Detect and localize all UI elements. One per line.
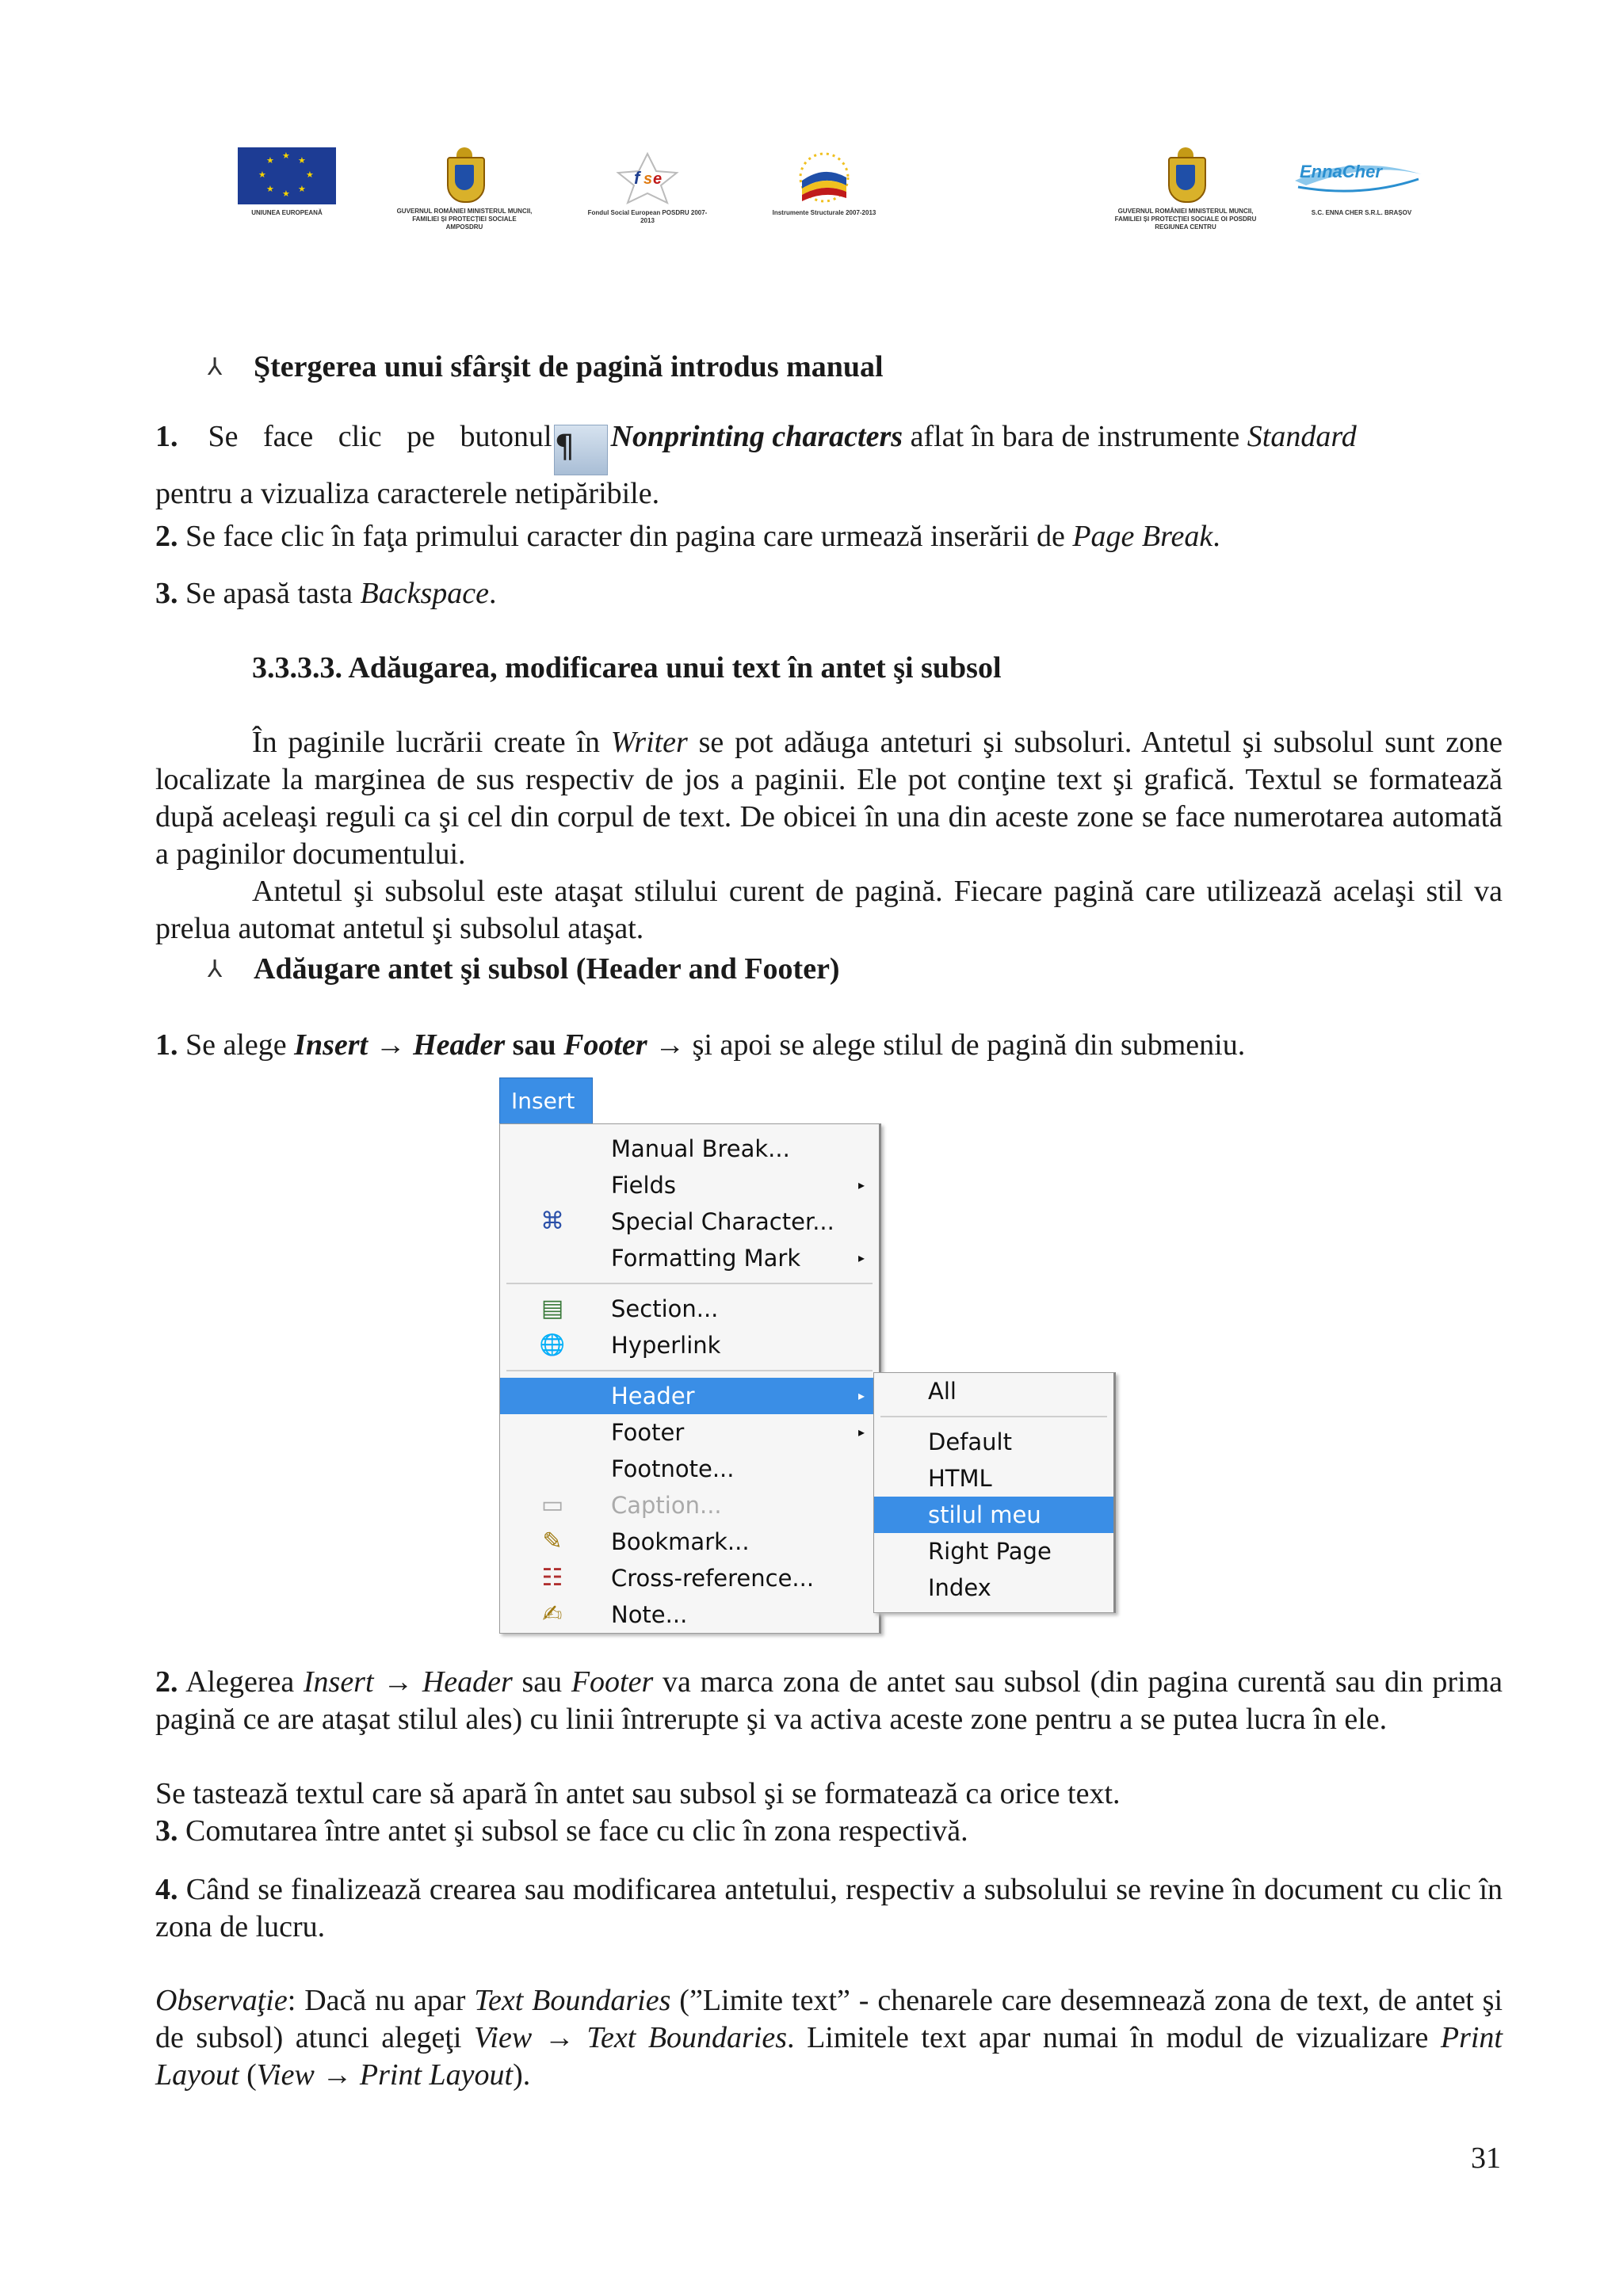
- paren-open: (: [246, 2058, 257, 2092]
- menu-item-hyperlink[interactable]: [500, 1327, 879, 1363]
- menu-item-label: Cross-reference...: [611, 1565, 815, 1592]
- insert-header-label: Insert → Header: [294, 1028, 506, 1062]
- eu-caption: UNIUNEA EUROPEANĂ: [251, 209, 323, 216]
- menu-separator: [506, 1370, 873, 1371]
- step3-text: Comutarea între antet şi subsol se face cu clic în zona respectivă.: [185, 1814, 968, 1848]
- section1-step3: [155, 575, 1503, 612]
- hyperlink-icon: 🌐: [539, 1333, 566, 1357]
- section1-title: Ştergerea unui sfârşit de pagină introdus manual: [254, 350, 884, 383]
- section3-step3: [155, 1813, 1503, 1850]
- menu-item-bookmark[interactable]: [500, 1524, 879, 1560]
- bookmark-icon: ✎: [542, 1527, 563, 1555]
- submenu-item-stilul-meu[interactable]: [874, 1497, 1113, 1533]
- svg-text:f: f: [634, 168, 640, 188]
- menu-item-note[interactable]: [500, 1596, 879, 1633]
- submenu-item-label: Index: [928, 1574, 991, 1601]
- step-number: 1.: [155, 420, 178, 453]
- section2-heading: 3.3.3.3. Adăugarea, modificarea unui text în antet şi subsol: [252, 651, 1002, 685]
- instr-caption: Instrumente Structurale 2007-2013: [772, 209, 876, 216]
- menu-item-manual-break[interactable]: [500, 1131, 879, 1167]
- enna-text: EnnaCher: [1300, 162, 1382, 181]
- observation-paragraph: [155, 1982, 1503, 2094]
- menu-item-label: Bookmark...: [611, 1528, 750, 1555]
- section3-step2: [155, 1664, 1503, 1738]
- menu-item-label: Fields: [611, 1172, 677, 1199]
- bullet-icon: ⅄: [208, 353, 223, 381]
- menu-item-label: Manual Break...: [611, 1135, 790, 1162]
- menu-item-label: Formatting Mark: [611, 1245, 801, 1272]
- menu-item-label: Section...: [611, 1295, 719, 1322]
- section1-step1: [155, 418, 1503, 513]
- submenu-item-default[interactable]: [874, 1424, 1113, 1460]
- obs-text-c: (”Limite text” - chenarele care desemnează zona de text, de antet şi de subsol) atunci alegeţi: [155, 1984, 1503, 2054]
- footer-label: Footer: [571, 1665, 654, 1699]
- period: .: [489, 577, 497, 610]
- section2-subtitle: Adăugare antet şi subsol (Header and Footer): [254, 952, 840, 986]
- menu-separator: [880, 1416, 1107, 1417]
- romania-crest-logo: [441, 147, 488, 204]
- cross-reference-icon: ☷: [541, 1564, 563, 1592]
- view-print-layout-label: View → Print Layout: [256, 2058, 514, 2092]
- submenu-item-right-page[interactable]: [874, 1533, 1113, 1569]
- step1-text-e: → şi apoi se alege stilul de pagină din submeniu.: [655, 1028, 1246, 1062]
- step2-text-e: va marca zona de antet sau subsol (din pagina curentă sau din prima pagină ce are ataşat stilul ales) cu linii întrerupte şi va activa aceste zone pentru a se putea lucra în ele.: [155, 1665, 1503, 1736]
- footer-label: Footer: [563, 1028, 647, 1062]
- backspace-label: Backspace: [360, 577, 489, 610]
- fse-logo: [612, 151, 683, 206]
- insert-menu-screenshot: [499, 1077, 1117, 1632]
- section3-line2: Se tastează textul care să apară în antet sau subsol şi se formatează ca orice text.: [155, 1777, 1121, 1810]
- menu-item-header[interactable]: [500, 1378, 879, 1414]
- step3-text-a: Se apasă tasta: [185, 577, 353, 610]
- menu-item-footer[interactable]: [500, 1414, 879, 1451]
- menu-item-fields[interactable]: [500, 1167, 879, 1203]
- gov2-caption: GUVERNUL ROMÂNIEI MINISTERUL MUNCII, FAMILIEI ȘI PROTECȚIEI SOCIALE OI POSDRU REGIUNEA CENTRU: [1114, 208, 1257, 231]
- step-number: 1.: [155, 1028, 178, 1062]
- menu-item-cross-reference[interactable]: [500, 1560, 879, 1596]
- step1-text-c: aflat în bara de instrumente: [910, 420, 1240, 453]
- observatie-label: Observaţie: [155, 1984, 288, 2017]
- menu-item-formatting-mark[interactable]: [500, 1240, 879, 1276]
- nonprinting-characters-label: Nonprinting characters: [610, 420, 903, 453]
- section-icon: ▤: [540, 1295, 564, 1322]
- submenu-item-label: Right Page: [928, 1538, 1052, 1565]
- submenu-arrow-icon: ▸: [857, 1425, 865, 1440]
- menu-item-caption[interactable]: [500, 1487, 879, 1524]
- menu-item-label: Hyperlink: [611, 1332, 721, 1359]
- gov1-caption: GUVERNUL ROMÂNIEI MINISTERUL MUNCII, FAMILIEI ȘI PROTECȚIEI SOCIALE AMPOSDRU: [396, 208, 533, 231]
- obs-text-e: . Limitele text apar numai în modul de vizualizare: [787, 2021, 1429, 2054]
- menu-item-section[interactable]: [500, 1291, 879, 1327]
- menu-item-label: Note...: [611, 1601, 688, 1628]
- submenu-item-index[interactable]: [874, 1569, 1113, 1606]
- text-boundaries-label: Text Boundaries: [474, 1984, 671, 2017]
- submenu-arrow-icon: ▸: [857, 1177, 865, 1192]
- section1-step2: [155, 518, 1503, 555]
- step-number: 2.: [155, 1665, 178, 1699]
- page-break-label: Page Break: [1072, 520, 1213, 553]
- writer-label: Writer: [610, 726, 688, 759]
- submenu-arrow-icon: ▸: [857, 1388, 865, 1403]
- submenu-item-label: Default: [928, 1428, 1012, 1455]
- sau-label: sau: [521, 1665, 563, 1699]
- submenu-item-html[interactable]: [874, 1460, 1113, 1497]
- step1-text-a: Se alege: [185, 1028, 287, 1062]
- page-number: 31: [1471, 2142, 1501, 2175]
- insert-header-label: Insert → Header: [303, 1665, 513, 1699]
- section2-para1: [155, 724, 1503, 873]
- header-submenu-panel: [873, 1372, 1116, 1613]
- insert-menu-title[interactable]: Insert: [499, 1077, 593, 1125]
- romania-crest-logo-2: [1162, 147, 1209, 204]
- step-number: 2.: [155, 520, 178, 553]
- eu-flag-logo: ★ ★ ★ ★ ★ ★ ★ ★: [238, 147, 336, 204]
- ennacher-logo: [1290, 151, 1425, 206]
- print-layout-label: Print Layout: [155, 2021, 1503, 2092]
- caption-icon: ▭: [540, 1491, 564, 1519]
- menu-item-label: Footer: [611, 1419, 685, 1446]
- menu-item-footnote[interactable]: [500, 1451, 879, 1487]
- insert-menu-panel: [499, 1123, 881, 1634]
- sau-label: sau: [512, 1028, 556, 1062]
- submenu-item-label: stilul meu: [928, 1501, 1041, 1528]
- menu-item-label: Header: [611, 1383, 695, 1409]
- submenu-item-label: All: [928, 1378, 957, 1405]
- bullet-icon: ⅄: [208, 955, 223, 983]
- menu-item-special-character[interactable]: [500, 1203, 879, 1240]
- step1-text-a: Se face clic pe butonul: [208, 420, 552, 453]
- section2-step1: [155, 1027, 1503, 1064]
- step4-text: Când se finalizează crearea sau modificarea antetului, respectiv a subsolului se revine în document cu clic în zona de lucru.: [155, 1873, 1503, 1943]
- step1-text-e: pentru a vizualiza caracterele netipăribile.: [155, 477, 660, 510]
- submenu-arrow-icon: ▸: [857, 1250, 865, 1265]
- step2-text-a: Se face clic în faţa primului caracter din pagina care urmează inserării de: [185, 520, 1065, 553]
- instrumente-structurale-logo: [785, 146, 864, 209]
- menu-separator: [506, 1283, 873, 1284]
- submenu-item-all[interactable]: [874, 1373, 1113, 1409]
- menu-item-label: Special Character...: [611, 1208, 834, 1235]
- para1-text-a: În paginile lucrării create în: [252, 726, 600, 759]
- section2-para2: Antetul şi subsolul este ataşat stilului curent de pagină. Fiecare pagină care utilizează acelaşi stil va prelua automat antetul şi subsolul ataşat.: [155, 875, 1503, 945]
- obs-text-a: : Dacă nu apar: [287, 1984, 466, 2017]
- para1-text-c: se pot adăuga anteturi şi subsoluri. Antetul şi subsolul sunt zone localizate la marginea de sus respectiv de jos a paginii. Ele pot conţine text şi grafică. Textul se formatează după aceleaşi reguli ca şi cel din corpul de text. De obicei în una din aceste zone se face numerotarea automată a paginilor documentului.: [155, 726, 1503, 871]
- svg-text:s: s: [643, 170, 653, 188]
- step-number: 3.: [155, 577, 178, 610]
- pilcrow-icon: ¶: [554, 425, 608, 475]
- svg-text:e: e: [653, 170, 663, 188]
- menu-item-label: Caption...: [611, 1492, 722, 1519]
- step-number: 4.: [155, 1873, 178, 1906]
- menu-item-label: Footnote...: [611, 1455, 735, 1482]
- paren-close: ).: [513, 2058, 531, 2092]
- section3-step4: [155, 1871, 1503, 1946]
- fse-caption: Fondul Social European POSDRU 2007-2013: [587, 209, 708, 224]
- note-icon: ✍: [542, 1600, 563, 1628]
- step-number: 3.: [155, 1814, 178, 1848]
- submenu-item-label: HTML: [928, 1465, 992, 1492]
- period: .: [1212, 520, 1220, 553]
- enna-caption: S.C. ENNA CHER S.R.L. BRAȘOV: [1311, 209, 1412, 216]
- view-text-boundaries-label: View → Text Boundaries: [474, 2021, 788, 2054]
- standard-label: Standard: [1247, 420, 1357, 453]
- step2-text-a: Alegerea: [185, 1665, 295, 1699]
- special-character-icon: ⌘: [540, 1207, 564, 1235]
